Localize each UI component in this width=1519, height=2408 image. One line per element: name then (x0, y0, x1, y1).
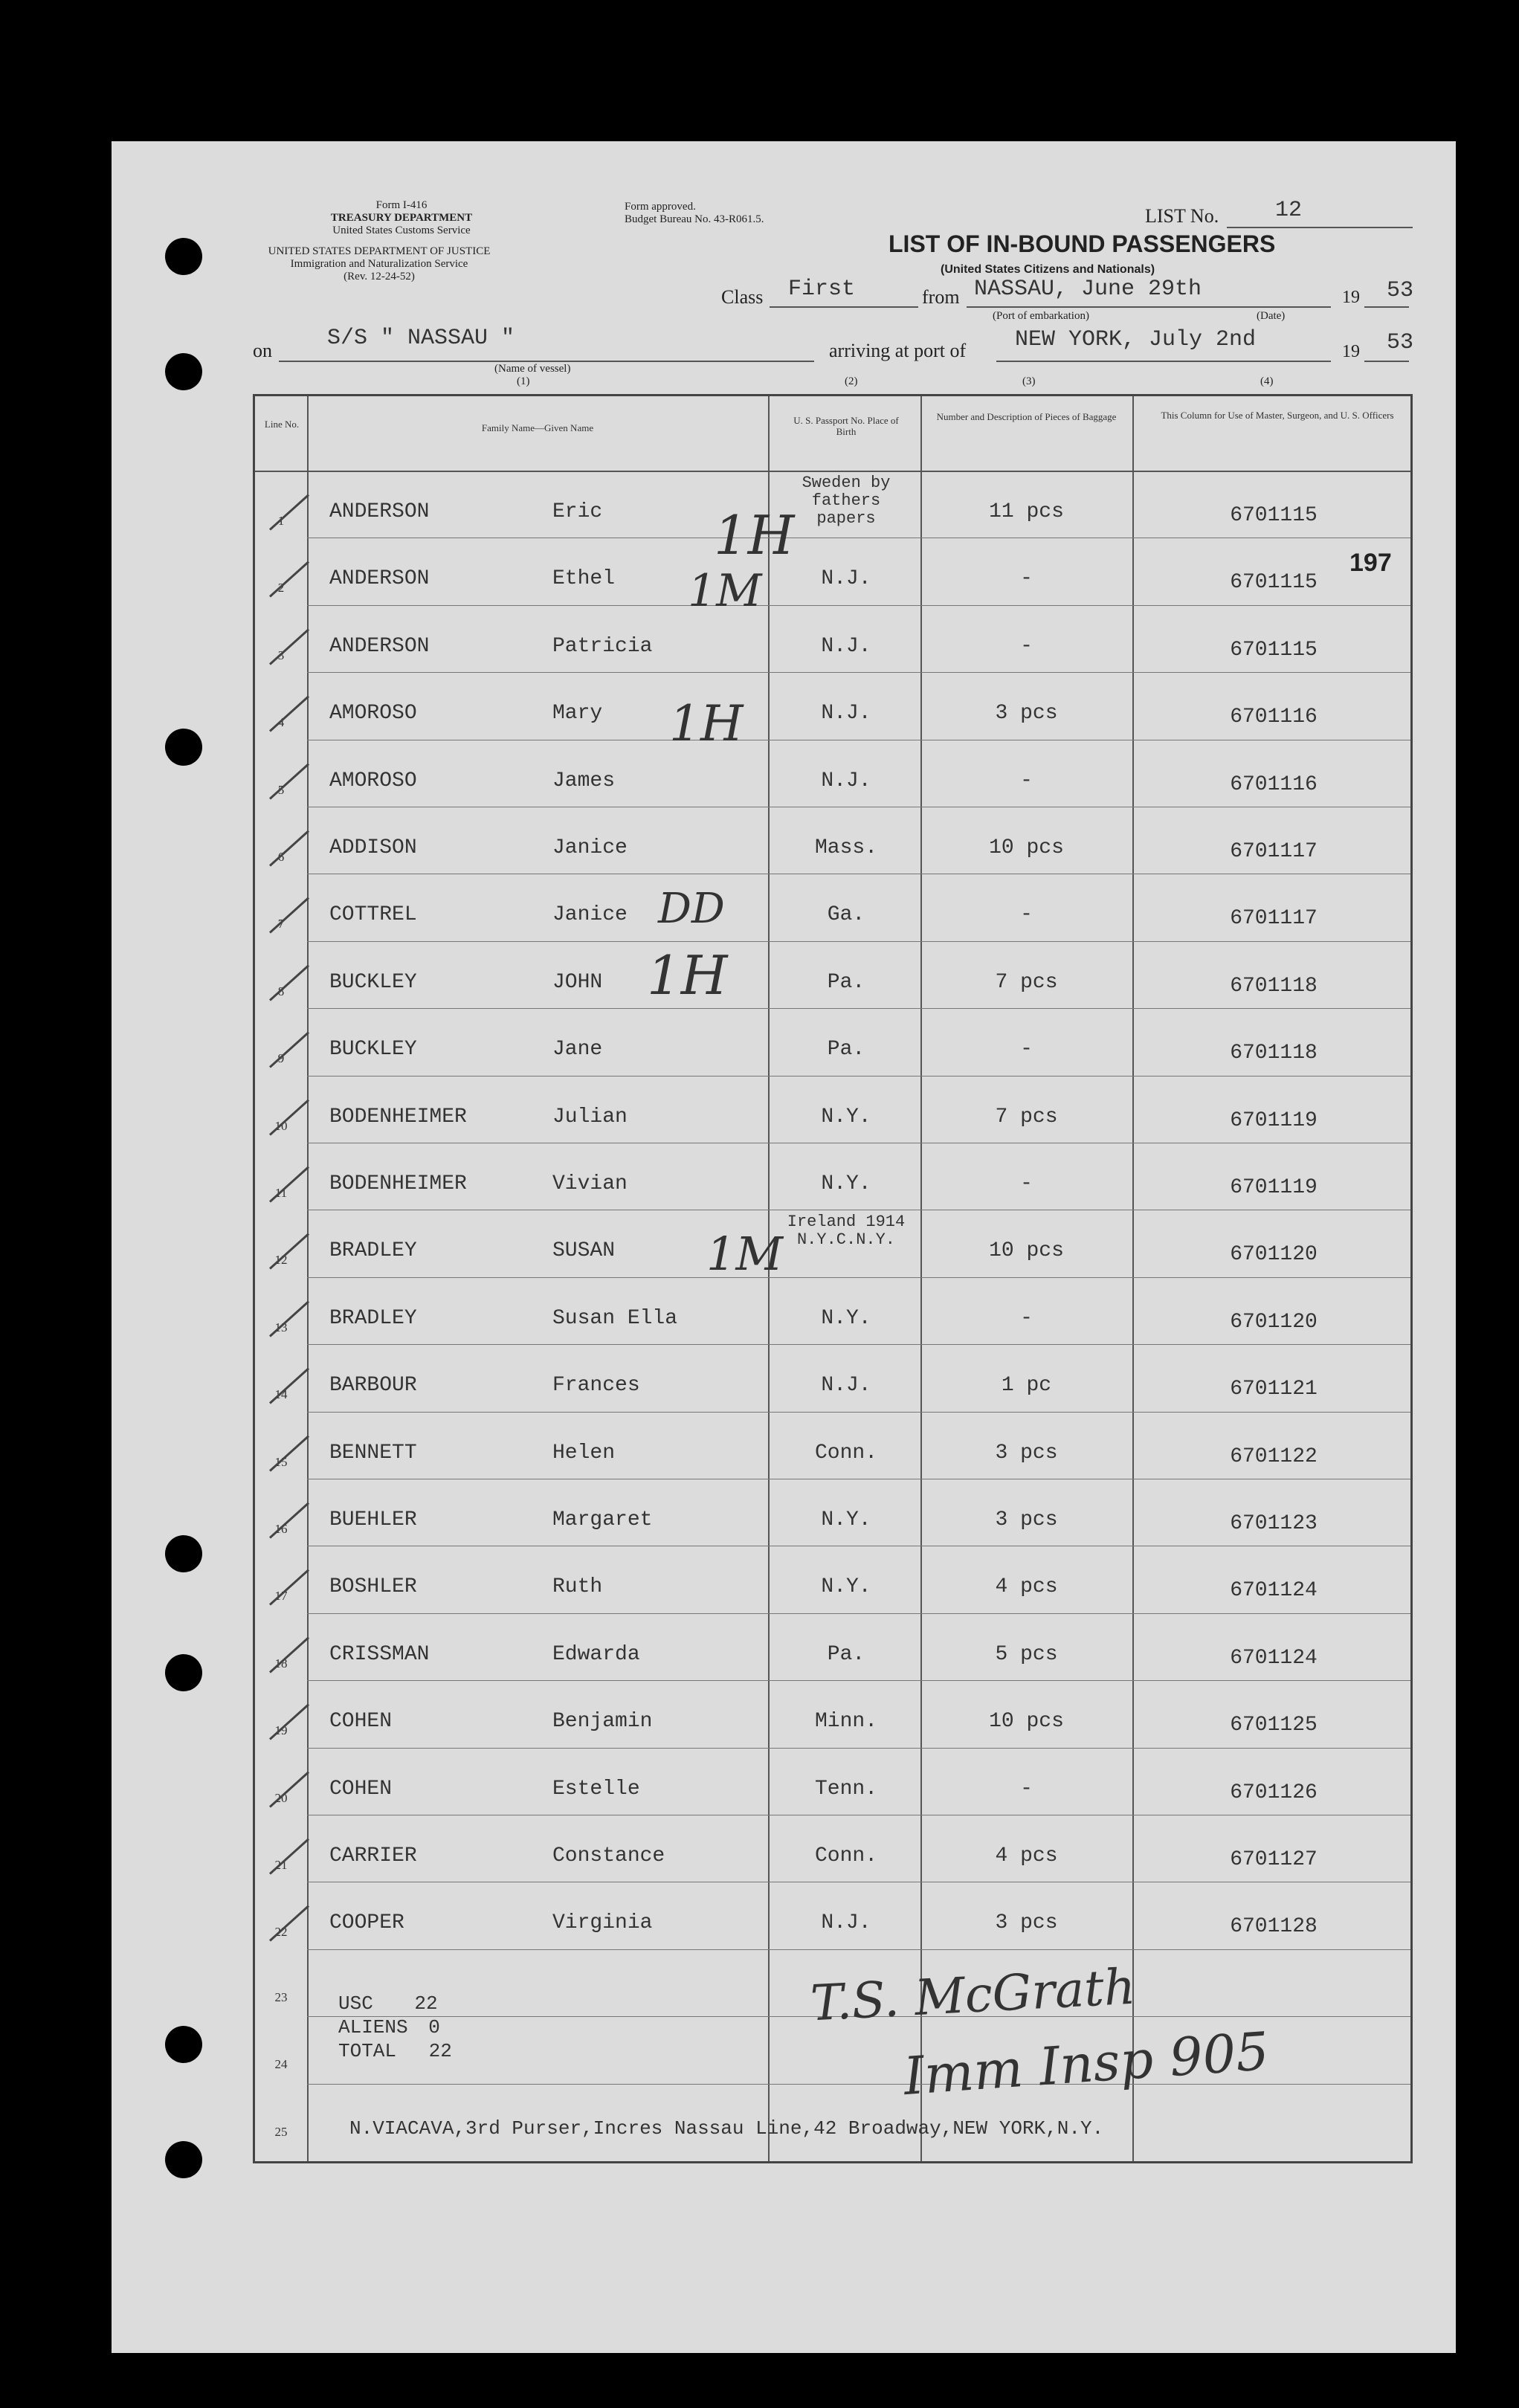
row-rule (307, 1613, 1410, 1614)
treasury-dept: TREASURY DEPARTMENT (330, 212, 473, 224)
col4-caption: (4) (1260, 375, 1274, 387)
handwritten-mark: 1H (647, 944, 728, 1007)
officer-number: 6701118 (1230, 974, 1318, 998)
col2-caption: (2) (845, 375, 858, 387)
family-name: ANDERSON (329, 500, 430, 523)
family-name: CARRIER (329, 1844, 417, 1868)
officer-number: 6701126 (1230, 1781, 1318, 1804)
row-rule (307, 1748, 1410, 1749)
place-of-birth: Pa. (827, 970, 865, 994)
line-number: 25 (274, 2124, 288, 2139)
place-of-birth: N.J. (821, 634, 871, 658)
given-name: Constance (552, 1844, 665, 1868)
given-name: Jane (552, 1038, 603, 1062)
line-number: 7 (277, 917, 285, 932)
class-label: Class (721, 286, 764, 308)
officer-number: 6701115 (1230, 638, 1318, 662)
family-name: ANDERSON (329, 634, 430, 658)
column-divider (307, 396, 309, 2161)
place-of-birth: Ga. (827, 903, 865, 927)
header-officers: This Column for Use of Master, Surgeon, and U. S. Officers (1161, 410, 1394, 421)
place-of-birth: N.Y. (821, 1575, 871, 1599)
approval-block (625, 201, 764, 226)
form-approved: Form approved. (625, 201, 696, 213)
binder-hole (165, 729, 202, 766)
officer-number: 6701119 (1230, 1176, 1318, 1199)
baggage: 3 pcs (995, 1911, 1058, 1935)
line-number: 4 (277, 715, 285, 730)
row-rule (307, 1277, 1410, 1278)
family-name: CRISSMAN (329, 1642, 430, 1666)
baggage: - (1020, 634, 1033, 658)
family-name: BRADLEY (329, 1306, 417, 1330)
place-of-birth: N.J. (821, 702, 871, 726)
vessel-value: S/S " NASSAU " (327, 326, 515, 351)
arriving-line (996, 361, 1331, 362)
place-of-birth: N.J. (821, 567, 871, 591)
place-of-birth: Sweden by fathers papers (802, 474, 891, 528)
year-value: 53 (1387, 278, 1414, 303)
line-number: 2 (277, 581, 285, 595)
place-of-birth: Conn. (814, 1441, 877, 1465)
line-number: 9 (277, 1051, 285, 1066)
class-value: First (788, 277, 856, 302)
officer-number: 6701115 (1230, 571, 1318, 595)
handwritten-mark: 1M (706, 1227, 783, 1281)
place-of-birth: N.J. (821, 1374, 871, 1398)
list-no-line (1227, 227, 1413, 228)
family-name: ADDISON (329, 836, 417, 859)
usc-label: USC (338, 1992, 373, 2015)
line-number: 18 (274, 1656, 288, 1671)
baggage: - (1020, 1777, 1033, 1801)
baggage: 10 pcs (989, 1239, 1064, 1263)
year-line (1364, 306, 1409, 308)
officer-number: 6701120 (1230, 1243, 1318, 1267)
officer-number: 6701120 (1230, 1310, 1318, 1334)
baggage: - (1020, 567, 1033, 591)
baggage: - (1020, 903, 1033, 927)
officer-number: 6701123 (1230, 1512, 1318, 1535)
line-number: 11 (274, 1186, 288, 1200)
place-of-birth: Pa. (827, 1642, 865, 1666)
row-rule (307, 1412, 1410, 1413)
given-name: JOHN (552, 970, 603, 994)
line-number: 17 (274, 1589, 288, 1604)
given-name: Janice (552, 836, 628, 859)
binder-hole (165, 2026, 202, 2063)
arriving-year-line (1364, 361, 1409, 362)
row-rule (307, 2084, 1410, 2085)
line-number: 3 (277, 648, 285, 662)
header-passport: U. S. Passport No. Place of Birth (793, 415, 899, 437)
arriving-year-prefix: 19 (1342, 342, 1360, 361)
family-name: AMOROSO (329, 769, 417, 793)
handwritten-mark: DD (658, 885, 725, 933)
officer-number: 6701128 (1230, 1915, 1318, 1939)
binder-hole (165, 238, 202, 275)
list-no-label: LIST No. (1145, 205, 1219, 227)
family-name: BUEHLER (329, 1508, 417, 1531)
given-name: Susan Ella (552, 1306, 678, 1330)
budget-bureau: Budget Bureau No. 43-R061.5. (625, 213, 764, 225)
row-rule (307, 1344, 1410, 1345)
family-name: BUCKLEY (329, 970, 417, 994)
col3-caption: (3) (1022, 375, 1036, 387)
line-number: 13 (274, 1320, 288, 1334)
aliens-value: 0 (428, 2016, 440, 2039)
summary-total (338, 2040, 452, 2062)
row-rule (307, 1076, 1410, 1077)
line-number: 5 (277, 782, 285, 797)
binder-hole (165, 353, 202, 390)
aliens-label: ALIENS (338, 2016, 408, 2039)
officer-number: 6701119 (1230, 1108, 1318, 1132)
given-name: Frances (552, 1374, 640, 1398)
baggage: 4 pcs (995, 1575, 1058, 1599)
line-number: 19 (274, 1723, 288, 1738)
header-rule (255, 471, 1410, 472)
baggage: 11 pcs (989, 500, 1064, 523)
usc-value: 22 (414, 1992, 438, 2015)
line-number: 16 (274, 1522, 288, 1536)
inspector-signature: T.S. McGrath (809, 1957, 1138, 2033)
family-name: AMOROSO (329, 702, 417, 726)
line-number: 6 (277, 850, 285, 864)
revision: (Rev. 12-24-52) (344, 271, 415, 283)
place-of-birth: N.J. (821, 1911, 871, 1935)
family-name: BRADLEY (329, 1239, 417, 1263)
line-number: 20 (274, 1790, 288, 1805)
baggage: 10 pcs (989, 836, 1064, 859)
vessel-caption: (Name of vessel) (494, 363, 571, 375)
column-divider (1132, 396, 1134, 2161)
total-label: TOTAL (338, 2040, 397, 2062)
place-of-birth: Tenn. (814, 1777, 877, 1801)
place-of-birth: N.Y. (821, 1508, 871, 1531)
officer-number: 6701125 (1230, 1714, 1318, 1737)
place-of-birth: N.Y. (821, 1105, 871, 1129)
given-name: SUSAN (552, 1239, 616, 1263)
row-rule (307, 672, 1410, 673)
total-value: 22 (428, 2040, 452, 2062)
arriving-year-value: 53 (1387, 330, 1414, 355)
vessel-caption-num: (1) (517, 375, 530, 387)
agency-block (245, 245, 513, 283)
family-name: BARBOUR (329, 1374, 417, 1398)
line-number: 14 (274, 1387, 288, 1402)
summary-aliens (338, 2016, 440, 2039)
baggage: - (1020, 1306, 1033, 1330)
form-number-block (290, 199, 513, 237)
vessel-line (279, 361, 814, 362)
line-number: 24 (274, 2057, 288, 2072)
baggage: 5 pcs (995, 1642, 1058, 1666)
column-divider (920, 396, 922, 2161)
handwritten-mark: 1M (688, 565, 762, 617)
row-rule (307, 1680, 1410, 1681)
passenger-table (253, 394, 1413, 2163)
family-name: BODENHEIMER (329, 1172, 467, 1195)
given-name: Edwarda (552, 1642, 640, 1666)
given-name: Ruth (552, 1575, 603, 1599)
line-number: 10 (274, 1118, 288, 1133)
line-number: 12 (274, 1253, 288, 1268)
date-caption: (Date) (1257, 310, 1286, 322)
given-name: Janice (552, 903, 628, 927)
baggage: - (1020, 1038, 1033, 1062)
binder-hole (165, 2141, 202, 2178)
place-of-birth: Mass. (814, 836, 877, 859)
officer-number: 6701124 (1230, 1646, 1318, 1670)
family-name: BUCKLEY (329, 1038, 417, 1062)
handwritten-mark: 1H (669, 695, 744, 752)
handwritten-mark: 1H (714, 504, 795, 567)
baggage: - (1020, 769, 1033, 793)
line-number: 21 (274, 1858, 288, 1872)
place-of-birth: N.Y. (821, 1172, 871, 1195)
from-value: NASSAU, June 29th (974, 277, 1202, 302)
form-subtitle: (United States Citizens and Nationals) (941, 263, 1155, 276)
family-name: BODENHEIMER (329, 1105, 467, 1129)
given-name: Eric (552, 500, 603, 523)
place-of-birth: Conn. (814, 1844, 877, 1868)
baggage: - (1020, 1172, 1033, 1195)
baggage: 7 pcs (995, 970, 1058, 994)
inspector-signature: Imm Insp 905 (901, 2020, 1271, 2108)
summary-usc (338, 1992, 438, 2015)
line-number: 8 (277, 984, 285, 998)
row-rule (307, 1949, 1410, 1950)
ins: Immigration and Naturalization Service (290, 258, 468, 270)
line-number: 1 (277, 514, 285, 528)
family-name: COTTREL (329, 903, 417, 927)
given-name: Vivian (552, 1172, 628, 1195)
family-name: COOPER (329, 1911, 404, 1935)
given-name: Benjamin (552, 1710, 653, 1734)
given-name: Julian (552, 1105, 628, 1129)
binder-hole (165, 1654, 202, 1691)
officer-number: 6701116 (1230, 772, 1318, 796)
side-number: 197 (1349, 549, 1392, 577)
given-name: Patricia (552, 634, 653, 658)
officer-number: 6701116 (1230, 706, 1318, 729)
header-baggage: Number and Description of Pieces of Baggage (936, 411, 1117, 422)
given-name: Margaret (552, 1508, 653, 1531)
given-name: Estelle (552, 1777, 640, 1801)
baggage: 10 pcs (989, 1710, 1064, 1734)
family-name: BOSHLER (329, 1575, 417, 1599)
arriving-value: NEW YORK, July 2nd (1015, 327, 1257, 352)
row-rule (307, 605, 1410, 606)
row-rule (307, 1008, 1410, 1009)
given-name: James (552, 769, 616, 793)
baggage: 1 pc (1001, 1374, 1052, 1398)
place-of-birth: Pa. (827, 1038, 865, 1062)
form-number: Form I-416 (375, 199, 428, 211)
binder-hole (165, 1535, 202, 1572)
given-name: Helen (552, 1441, 616, 1465)
port-embark-caption: (Port of embarkation) (993, 310, 1089, 322)
place-of-birth: Ireland 1914 N.Y.C.N.Y. (787, 1213, 906, 1250)
row-rule (307, 941, 1410, 942)
officer-number: 6701127 (1230, 1848, 1318, 1871)
place-of-birth: N.J. (821, 769, 871, 793)
customs-service: United States Customs Service (332, 225, 471, 236)
family-name: ANDERSON (329, 567, 430, 591)
baggage: 3 pcs (995, 702, 1058, 726)
family-name: COHEN (329, 1710, 393, 1734)
line-number: 15 (274, 1454, 288, 1469)
officer-number: 6701121 (1230, 1378, 1318, 1401)
line-number: 22 (274, 1925, 288, 1940)
header-name: Family Name—Given Name (481, 422, 594, 433)
from-line (967, 306, 1331, 308)
place-of-birth: Minn. (814, 1710, 877, 1734)
given-name: Virginia (552, 1911, 653, 1935)
year-prefix: 19 (1342, 288, 1360, 307)
on-label: on (253, 340, 272, 361)
line-number: 23 (274, 1989, 288, 2004)
baggage: 3 pcs (995, 1441, 1058, 1465)
footer-purser: N.VIACAVA,3rd Purser,Incres Nassau Line,42 Broadway,NEW YORK,N.Y. (349, 2117, 1104, 2140)
baggage: 7 pcs (995, 1105, 1058, 1129)
family-name: COHEN (329, 1777, 393, 1801)
given-name: Mary (552, 702, 603, 726)
given-name: Ethel (552, 567, 616, 591)
family-name: BENNETT (329, 1441, 417, 1465)
baggage: 3 pcs (995, 1508, 1058, 1531)
arriving-label: arriving at port of (829, 340, 967, 361)
place-of-birth: N.Y. (821, 1306, 871, 1330)
officer-number: 6701115 (1230, 504, 1318, 527)
officer-number: 6701117 (1230, 840, 1318, 863)
officer-number: 6701117 (1230, 907, 1318, 931)
officer-number: 6701124 (1230, 1579, 1318, 1603)
officer-number: 6701118 (1230, 1042, 1318, 1065)
form-title: LIST OF IN-BOUND PASSENGERS (888, 230, 1276, 257)
officer-number: 6701122 (1230, 1445, 1318, 1468)
baggage: 4 pcs (995, 1844, 1058, 1868)
header-line-no: Line No. (264, 419, 300, 430)
dept-justice: UNITED STATES DEPARTMENT OF JUSTICE (268, 245, 491, 257)
list-no-value: 12 (1275, 198, 1303, 223)
class-line (770, 306, 918, 308)
from-label: from (922, 286, 960, 308)
